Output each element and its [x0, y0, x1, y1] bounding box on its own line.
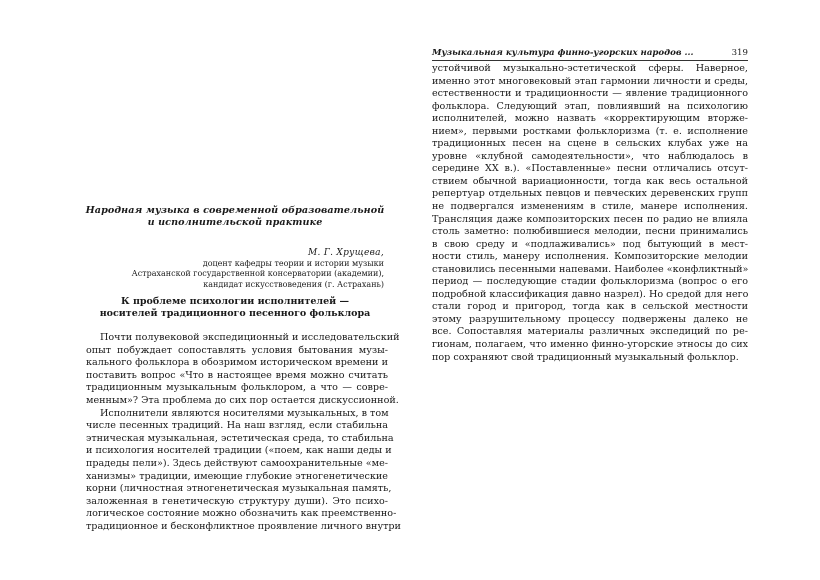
body-line: Исполнители являются носителями музыкальных, в том — [100, 407, 389, 419]
body-line: Трансляция даже композиторских песен по радио не влияла — [432, 213, 748, 225]
section-title-line: Народная музыка в современной образовательной — [85, 205, 385, 216]
author-affiliation-line: кандидат искусствоведения (г. Астрахань) — [203, 279, 384, 289]
body-line: Почти полувековой экспедиционный и исследовательский — [100, 332, 400, 343]
page-number: 319 — [731, 48, 748, 58]
article-title — [80, 296, 390, 320]
body-line: стали город и пригород, тогда как в сельской местности — [432, 301, 748, 313]
body-line: и психология носителей традиции («поем, как наши деды и — [86, 445, 392, 457]
body-line: все. Сопоставляя материалы различных экспедиций по ре- — [432, 326, 748, 338]
body-line: становились песенными напевами. Наиболее «конфликтный» — [432, 263, 749, 275]
section-title — [80, 205, 390, 229]
body-text-right — [432, 63, 748, 364]
article-title-line: носителей традиционного песенного фольклора — [99, 308, 371, 319]
body-line: исполнителей, можно назвать «корректирующим вторже- — [432, 113, 748, 125]
body-line: в свою среду и «подлаживались» под бытующий в мест- — [432, 238, 748, 250]
body-line: ханизмы» традиции, имеющие глубокие этногенетические — [86, 470, 388, 482]
body-line: традиционных песен на сцене в сельских клубах уже на — [432, 138, 748, 150]
body-line: подробной классификация давно назрел). Но средой для него — [432, 288, 749, 300]
body-line: не подвергался изменениям в стиле, манере исполнения. — [432, 201, 748, 213]
body-line: числе песенных традиций. На наш взгляд, если стабильна — [86, 420, 388, 432]
body-line: поставить вопрос «Что в настоящее время можно считать — [86, 369, 388, 381]
body-line: кального фольклора в обозримом историческом времени и — [86, 357, 388, 369]
body-line: именно этот многовековый этап гармонии личности и среды, — [432, 75, 748, 87]
body-line: традиционным музыкальным фольклором, а что — совре- — [86, 382, 388, 394]
running-header-title: Музыкальная культура финно-угорских народов ... — [432, 48, 694, 58]
body-line: заложенная в генетическую структуру души). Это психо- — [86, 495, 388, 507]
running-header — [432, 48, 748, 61]
body-line: этому разрушительному процессу подвержены далеко не — [432, 313, 748, 325]
body-line: этническая музыкальная, эстетическая среда, то стабильна — [86, 432, 394, 444]
author-block — [120, 248, 384, 290]
body-line: пор сохраняют свой традиционный музыкальный фольклор. — [432, 351, 739, 363]
section-title-line: и исполнительской практике — [147, 217, 323, 228]
body-line: логическое состояние можно обозначить как преемственно- — [86, 508, 397, 520]
body-line: столь заметно: полюбившиеся мелодии, песни принимались — [432, 226, 748, 238]
body-line: гионам, полагаем, что именно финно-угорские этносы до сих — [432, 339, 748, 351]
author-affiliation-line: Астраханской государственной консерватории (академии), — [131, 269, 384, 278]
body-text-left — [86, 332, 401, 534]
body-line: менным»? Эта проблема до сих пор остается дискуссионной. — [86, 394, 399, 406]
body-line: нием», первыми ростками фольклоризма (т. е. исполнение — [432, 125, 748, 137]
body-line: корни (личностная этногенетическая музыкальная память, — [86, 483, 392, 495]
body-line: опыт побуждает сопоставлять условия бытования музы- — [86, 344, 388, 356]
body-line: уровне «клубной самодеятельности», что наблюдалось в — [432, 150, 748, 162]
body-line: репертуар отдельных певцов и певческих деревенских групп — [432, 188, 748, 200]
body-line: устойчивой музыкально-эстетической сферы. Наверное, — [432, 63, 748, 74]
author-affiliation-line: доцент кафедры теории и истории музыки — [202, 258, 384, 268]
body-line: фольклора. Следующий этап, повлиявший на психологию — [432, 100, 748, 112]
body-line: прадеды пели»). Здесь действуют самоохранительные «ме- — [86, 457, 388, 469]
body-line: ствием обычной вариационности, тогда как весь остальной — [432, 175, 748, 187]
body-line: ности стиль, манеру исполнения. Композиторские мелодии — [432, 251, 748, 263]
article-title-line: К проблеме психологии исполнителей — — [121, 296, 349, 307]
body-line: середине XX в.). «Поставленные» песни отличались отсут- — [432, 163, 748, 175]
body-line: традиционное и бесконфликтное проявление личного внутри — [86, 520, 401, 532]
right-page — [410, 0, 820, 580]
body-line: естественности и традиционности — явление традиционного — [432, 88, 748, 100]
body-line: период — последующие стадии фольклоризма (вопрос о его — [432, 276, 748, 288]
author-name: М. Г. Хрущева, — [307, 248, 384, 258]
